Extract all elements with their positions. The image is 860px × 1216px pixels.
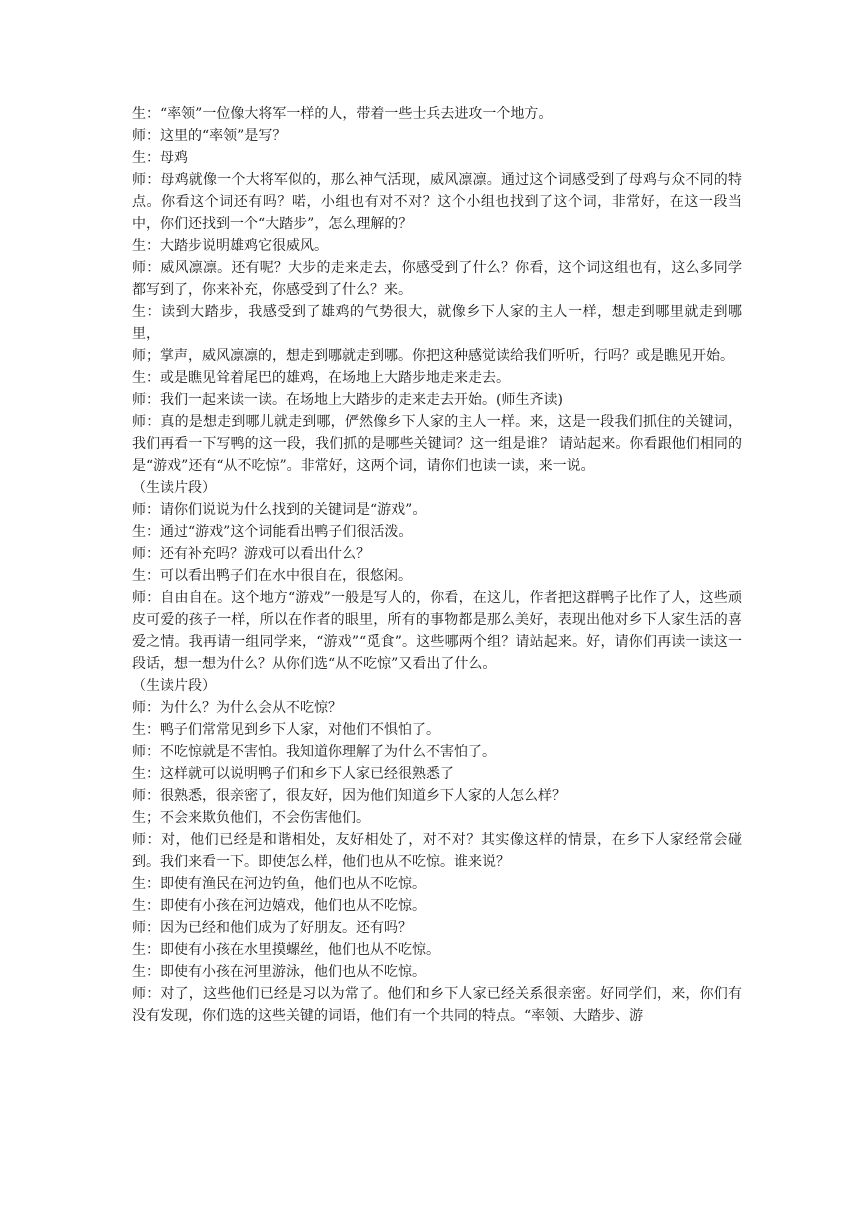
paragraph: 师：我们一起来读一读。在场地上大踏步的走来走去开始。(师生齐读): [132, 392, 563, 408]
paragraph: 师：很熟悉，很亲密了，很友好，因为他们知道乡下人家的人怎么样？: [132, 788, 566, 804]
paragraph: 师：还有补充吗？游戏可以看出什么？: [132, 546, 370, 562]
paragraph: 生：即使有小孩在河边嬉戏，他们也从不吃惊。: [132, 898, 426, 914]
paragraph: 生：通过“游戏”这个词能看出鸭子们很活泼。: [132, 524, 413, 540]
paragraph: 生；不会来欺负他们，不会伤害他们。: [132, 810, 370, 826]
paragraph: 生：大踏步说明雄鸡它很威风。: [132, 238, 328, 254]
paragraph: 生：即使有渔民在河边钓鱼，他们也从不吃惊。: [132, 876, 426, 892]
paragraph: 生：母鸡: [132, 150, 188, 166]
paragraph: 师；掌声，威风凛凛的，想走到哪就走到哪。你把这种感觉读给我们听听，行吗？或是瞧见开始。: [132, 348, 734, 364]
paragraph: 师：不吃惊就是不害怕。我知道你理解了为什么不害怕了。: [132, 744, 496, 760]
paragraph: 师：对，他们已经是和谐相处，友好相处了，对不对？其实像这样的情景，在乡下人家经常会碰到。我们来看一下。即使怎么样，他们也从不吃惊。谁来说？: [132, 832, 742, 870]
paragraph: 师：请你们说说为什么找到的关键词是“游戏”。: [132, 502, 427, 518]
transcript-body: [132, 103, 742, 1027]
paragraph: 生：鸭子们常常见到乡下人家，对他们不惧怕了。: [132, 722, 440, 738]
paragraph: 师：威风凛凛。还有呢？大步的走来走去，你感受到了什么？你看，这个词这组也有，这么多同学都写到了，你来补充，你感受到了什么？来。: [132, 260, 742, 298]
paragraph: 生：“率领”一位像大将军一样的人，带着一些士兵去进攻一个地方。: [132, 106, 553, 122]
paragraph: 生：这样就可以说明鸭子们和乡下人家已经很熟悉了: [132, 766, 454, 782]
paragraph: 师：因为已经和他们成为了好朋友。还有吗？: [132, 920, 412, 936]
paragraph: （生读片段）: [132, 678, 216, 694]
paragraph: 师：自由自在。这个地方“游戏”一般是写人的，你看，在这儿，作者把这群鸭子比作了人，这些顽皮可爱的孩子一样，所以在作者的眼里，所有的事物都是那么美好，表现出他对乡下人家生活的喜爱之情。我再请一组同学来，“游戏”“觅食”。这些哪两个组？请站起来。好，请你们再读一读这一段话，想一想为什么？从你们选“从不吃惊”又看出了什么。: [132, 590, 742, 672]
paragraph: 师：这里的“率领”是写？: [132, 128, 287, 144]
paragraph: 生：或是瞧见耸着尾巴的雄鸡，在场地上大踏步地走来走去。: [132, 370, 510, 386]
paragraph: （生读片段）: [132, 480, 216, 496]
paragraph: 师：为什么？为什么会从不吃惊？: [132, 700, 342, 716]
paragraph: 师：母鸡就像一个大将军似的，那么神气活现，威风凛凛。通过这个词感受到了母鸡与众不同的特点。你看这个词还有吗？喏，小组也有对不对？这个小组也找到了这个词，非常好，在这一段当中，你们还找到一个“大踏步”，怎么理解的？: [132, 172, 742, 232]
paragraph: 生：即使有小孩在水里摸螺丝，他们也从不吃惊。: [132, 942, 440, 958]
paragraph: 师：真的是想走到哪儿就走到哪，俨然像乡下人家的主人一样。来，这是一段我们抓住的关键词，我们再看一下写鸭的这一段，我们抓的是哪些关键词？这一组是谁？ 请站起来。你看跟他们相同的是“游戏”还有“从不吃惊”。非常好，这两个词，请你们也读一读，来一说。: [132, 414, 742, 474]
paragraph: 师：对了，这些他们已经是习以为常了。他们和乡下人家已经关系很亲密。好同学们，来，你们有没有发现，你们选的这些关键的词语，他们有一个共同的特点。“率领、大踏步、游: [132, 986, 742, 1024]
paragraph: 生：读到大踏步，我感受到了雄鸡的气势很大，就像乡下人家的主人一样，想走到哪里就走到哪里，: [132, 304, 742, 342]
paragraph: 生：可以看出鸭子们在水中很自在，很悠闲。: [132, 568, 412, 584]
paragraph: 生：即使有小孩在河里游泳，他们也从不吃惊。: [132, 964, 426, 980]
